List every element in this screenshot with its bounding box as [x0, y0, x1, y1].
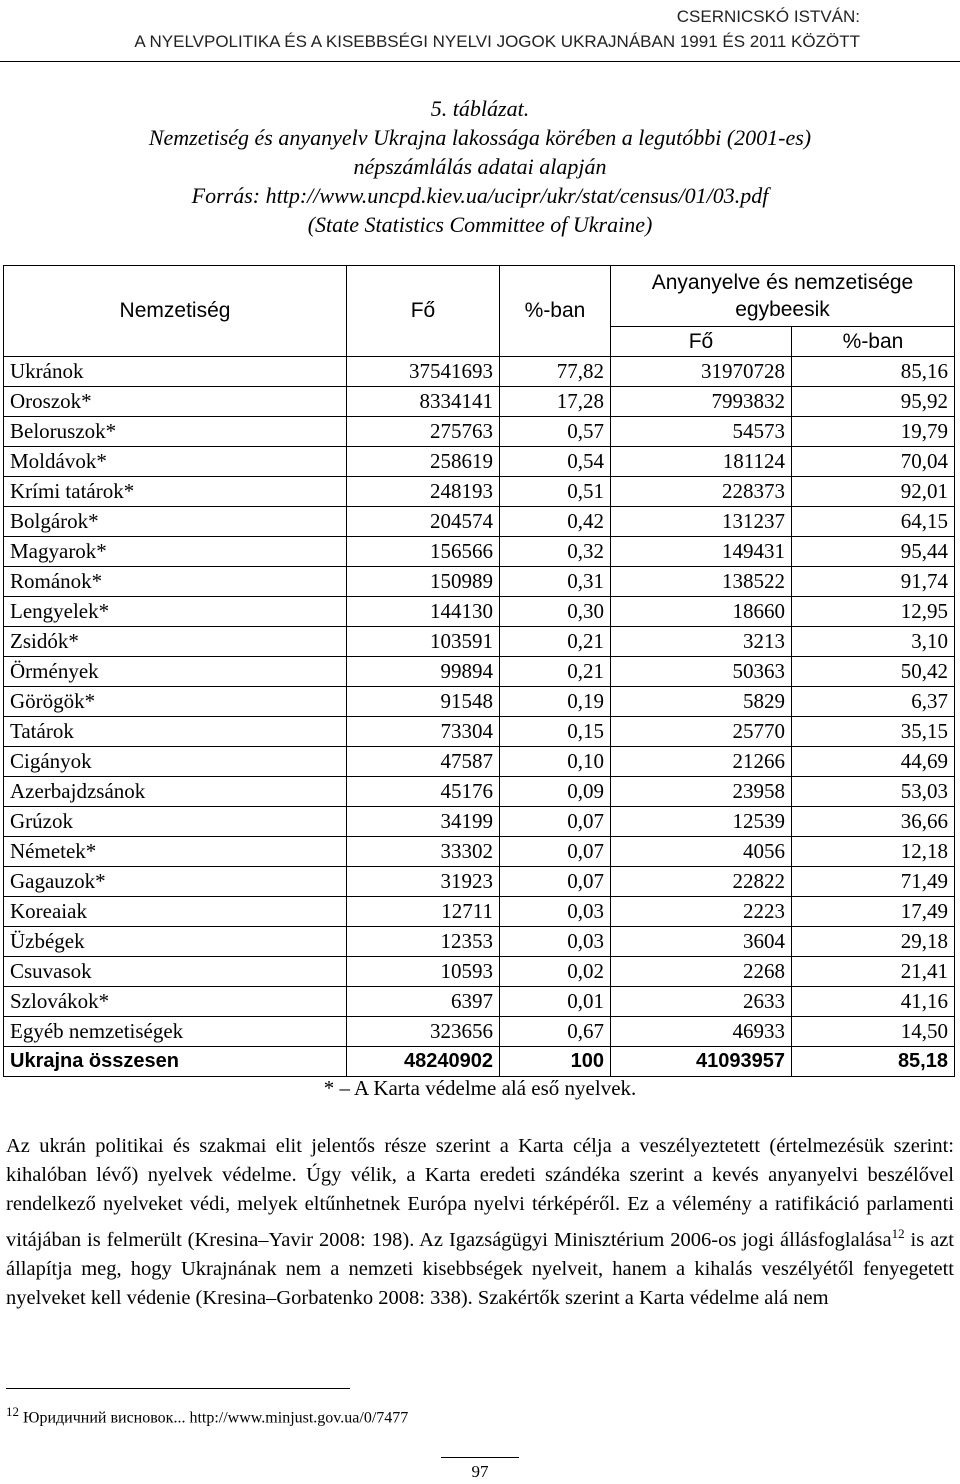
- nationality-cell: Csuvasok: [4, 957, 347, 987]
- matching-percent-cell: 92,01: [792, 477, 955, 507]
- matching-percent-cell: 85,18: [792, 1047, 955, 1077]
- paragraph-text: is azt állapítja meg, hogy Ukrajnának nem a nemzeti kisebbségek nyelveit, hanem a kihalás veszélyétől fenyegetett nyelveket kell védenie (Kresina–Gorbatenko 2008: 338). Szakértők szerint a Karta védelme alá nem: [6, 1228, 954, 1309]
- percent-cell: 0,51: [500, 477, 611, 507]
- count-cell: 34199: [347, 807, 500, 837]
- page-number-rule: [441, 1457, 519, 1458]
- percent-cell: 0,30: [500, 597, 611, 627]
- table-row: [4, 957, 955, 987]
- percent-cell: 0,09: [500, 777, 611, 807]
- matching-percent-cell: 50,42: [792, 657, 955, 687]
- matching-count-cell: 50363: [611, 657, 792, 687]
- table-row: [4, 447, 955, 477]
- caption-line: (State Statistics Committee of Ukraine): [307, 212, 653, 237]
- count-cell: 31923: [347, 867, 500, 897]
- matching-percent-cell: 3,10: [792, 627, 955, 657]
- table-total-row: [4, 1047, 955, 1077]
- subheader-count: Fő: [611, 327, 792, 357]
- footnote-reference: 12: [891, 1226, 905, 1241]
- nationality-cell: Grúzok: [4, 807, 347, 837]
- matching-percent-cell: 21,41: [792, 957, 955, 987]
- count-cell: 144130: [347, 597, 500, 627]
- footnote-text: Юридичний висновок... http://www.minjust.gov.ua/0/7477: [23, 1409, 409, 1427]
- percent-cell: 0,19: [500, 687, 611, 717]
- nationality-cell: Románok*: [4, 567, 347, 597]
- count-cell: 275763: [347, 417, 500, 447]
- matching-count-cell: 12539: [611, 807, 792, 837]
- caption-line: Forrás: http://www.uncpd.kiev.ua/ucipr/ukr/stat/census/01/03.pdf: [191, 183, 769, 208]
- nationality-cell: Ukrajna összesen: [4, 1047, 347, 1077]
- header-rule: [0, 61, 960, 62]
- matching-count-cell: 2633: [611, 987, 792, 1017]
- subheader-percent: %-ban: [792, 327, 955, 357]
- matching-count-cell: 7993832: [611, 387, 792, 417]
- matching-count-cell: 5829: [611, 687, 792, 717]
- table-row: [4, 987, 955, 1017]
- footnote-number: 12: [6, 1404, 19, 1419]
- nationality-cell: Ukránok: [4, 357, 347, 387]
- nationality-cell: Szlovákok*: [4, 987, 347, 1017]
- matching-percent-cell: 6,37: [792, 687, 955, 717]
- nationality-cell: Koreaiak: [4, 897, 347, 927]
- header-book-title: A NYELVPOLITIKA ÉS A KISEBBSÉGI NYELVI JOGOK UKRAJNÁBAN 1991 ÉS 2011 KÖZÖTT: [134, 32, 860, 51]
- matching-count-cell: 138522: [611, 567, 792, 597]
- header-group: Anyanyelve és nemzetisége egybeesik: [611, 266, 955, 327]
- nationality-cell: Gagauzok*: [4, 867, 347, 897]
- header-nationality: Nemzetiség: [4, 266, 347, 357]
- nationality-cell: Magyarok*: [4, 537, 347, 567]
- count-cell: 47587: [347, 747, 500, 777]
- table-row: [4, 537, 955, 567]
- percent-cell: 0,03: [500, 897, 611, 927]
- table-row: [4, 627, 955, 657]
- count-cell: 156566: [347, 537, 500, 567]
- nationality-cell: Bolgárok*: [4, 507, 347, 537]
- count-cell: 99894: [347, 657, 500, 687]
- percent-cell: 0,03: [500, 927, 611, 957]
- matching-percent-cell: 12,95: [792, 597, 955, 627]
- matching-count-cell: 228373: [611, 477, 792, 507]
- count-cell: 12711: [347, 897, 500, 927]
- nationality-cell: Moldávok*: [4, 447, 347, 477]
- footnote-rule: [6, 1388, 350, 1389]
- matching-count-cell: 21266: [611, 747, 792, 777]
- percent-cell: 0,31: [500, 567, 611, 597]
- nationality-cell: Beloruszok*: [4, 417, 347, 447]
- table-row: [4, 687, 955, 717]
- percent-cell: 0,21: [500, 627, 611, 657]
- nationality-cell: Oroszok*: [4, 387, 347, 417]
- matching-count-cell: 2223: [611, 897, 792, 927]
- percent-cell: 77,82: [500, 357, 611, 387]
- count-cell: 103591: [347, 627, 500, 657]
- count-cell: 12353: [347, 927, 500, 957]
- table-body: [4, 357, 955, 1077]
- matching-count-cell: 3213: [611, 627, 792, 657]
- matching-percent-cell: 53,03: [792, 777, 955, 807]
- caption-line: Nemzetiség és anyanyelv Ukrajna lakossága körében a legutóbbi (2001-es): [148, 125, 812, 150]
- matching-count-cell: 131237: [611, 507, 792, 537]
- matching-percent-cell: 95,92: [792, 387, 955, 417]
- table-row: [4, 417, 955, 447]
- percent-cell: 0,42: [500, 507, 611, 537]
- census-table: [3, 265, 955, 1077]
- matching-percent-cell: 29,18: [792, 927, 955, 957]
- nationality-cell: Németek*: [4, 837, 347, 867]
- count-cell: 8334141: [347, 387, 500, 417]
- nationality-cell: Örmények: [4, 657, 347, 687]
- percent-cell: 0,21: [500, 657, 611, 687]
- matching-count-cell: 22822: [611, 867, 792, 897]
- header-percent: %-ban: [500, 266, 611, 357]
- matching-percent-cell: 64,15: [792, 507, 955, 537]
- page-number: 97: [471, 1462, 489, 1481]
- body-paragraph: [6, 1132, 954, 1313]
- count-cell: 258619: [347, 447, 500, 477]
- table-row: [4, 867, 955, 897]
- percent-cell: 0,15: [500, 717, 611, 747]
- table-row: [4, 1017, 955, 1047]
- table-row: [4, 657, 955, 687]
- percent-cell: 100: [500, 1047, 611, 1077]
- table-row: [4, 927, 955, 957]
- nationality-cell: Üzbégek: [4, 927, 347, 957]
- count-cell: 248193: [347, 477, 500, 507]
- count-cell: 91548: [347, 687, 500, 717]
- nationality-cell: Azerbajdzsánok: [4, 777, 347, 807]
- matching-count-cell: 25770: [611, 717, 792, 747]
- table-row: [4, 897, 955, 927]
- matching-percent-cell: 71,49: [792, 867, 955, 897]
- matching-percent-cell: 95,44: [792, 537, 955, 567]
- matching-percent-cell: 14,50: [792, 1017, 955, 1047]
- nationality-cell: Tatárok: [4, 717, 347, 747]
- matching-percent-cell: 19,79: [792, 417, 955, 447]
- matching-count-cell: 18660: [611, 597, 792, 627]
- matching-count-cell: 46933: [611, 1017, 792, 1047]
- paragraph-text: Az ukrán politikai és szakmai elit jelentős része szerint a Karta célja a veszélyeztetett (értelmezésük szerint: kihalóban lévő) nyelvek védelme. Úgy vélik, a Karta eredeti szándéka szerint a kevés anyanyelvi beszélővel rendelkező nyelveket védi, melyek eltűnhetnek Európa nyelvi térképéről. Ez a vélemény a ratifikáció parlamenti vitájában is felmerült (Kresina–Yavir 2008: 198). Az Igazságügyi Minisztérium 2006-os jogi állásfoglalása: [6, 1135, 954, 1251]
- matching-count-cell: 41093957: [611, 1047, 792, 1077]
- percent-cell: 17,28: [500, 387, 611, 417]
- header-count: Fő: [347, 266, 500, 357]
- nationality-cell: Cigányok: [4, 747, 347, 777]
- nationality-cell: Zsidók*: [4, 627, 347, 657]
- percent-cell: 0,67: [500, 1017, 611, 1047]
- count-cell: 37541693: [347, 357, 500, 387]
- matching-count-cell: 3604: [611, 927, 792, 957]
- matching-percent-cell: 17,49: [792, 897, 955, 927]
- table-row: [4, 747, 955, 777]
- count-cell: 73304: [347, 717, 500, 747]
- percent-cell: 0,02: [500, 957, 611, 987]
- table-row: [4, 387, 955, 417]
- matching-percent-cell: 35,15: [792, 717, 955, 747]
- count-cell: 6397: [347, 987, 500, 1017]
- table-row: [4, 477, 955, 507]
- table-row: [4, 567, 955, 597]
- count-cell: 10593: [347, 957, 500, 987]
- matching-percent-cell: 44,69: [792, 747, 955, 777]
- header-author: CSERNICSKÓ ISTVÁN:: [676, 7, 860, 26]
- table-row: [4, 717, 955, 747]
- count-cell: 48240902: [347, 1047, 500, 1077]
- count-cell: 45176: [347, 777, 500, 807]
- nationality-cell: Krími tatárok*: [4, 477, 347, 507]
- percent-cell: 0,10: [500, 747, 611, 777]
- percent-cell: 0,07: [500, 867, 611, 897]
- matching-percent-cell: 41,16: [792, 987, 955, 1017]
- matching-count-cell: 2268: [611, 957, 792, 987]
- count-cell: 150989: [347, 567, 500, 597]
- matching-count-cell: 23958: [611, 777, 792, 807]
- percent-cell: 0,32: [500, 537, 611, 567]
- percent-cell: 0,57: [500, 417, 611, 447]
- percent-cell: 0,54: [500, 447, 611, 477]
- count-cell: 323656: [347, 1017, 500, 1047]
- table-row: [4, 597, 955, 627]
- table-row: [4, 807, 955, 837]
- percent-cell: 0,07: [500, 837, 611, 867]
- matching-count-cell: 31970728: [611, 357, 792, 387]
- table-row: [4, 837, 955, 867]
- footnote: [6, 1404, 408, 1427]
- caption-line: népszámlálás adatai alapján: [353, 154, 607, 179]
- caption-line: 5. táblázat.: [430, 96, 530, 121]
- percent-cell: 0,01: [500, 987, 611, 1017]
- percent-cell: 0,07: [500, 807, 611, 837]
- count-cell: 204574: [347, 507, 500, 537]
- nationality-cell: Görögök*: [4, 687, 347, 717]
- matching-count-cell: 149431: [611, 537, 792, 567]
- matching-count-cell: 4056: [611, 837, 792, 867]
- nationality-cell: Egyéb nemzetiségek: [4, 1017, 347, 1047]
- table-row: [4, 777, 955, 807]
- nationality-cell: Lengyelek*: [4, 597, 347, 627]
- table-note: * – A Karta védelme alá eső nyelvek.: [323, 1076, 637, 1100]
- table-row: [4, 357, 955, 387]
- table-caption: [0, 94, 960, 239]
- matching-count-cell: 54573: [611, 417, 792, 447]
- matching-percent-cell: 91,74: [792, 567, 955, 597]
- matching-count-cell: 181124: [611, 447, 792, 477]
- matching-percent-cell: 70,04: [792, 447, 955, 477]
- table-row: [4, 507, 955, 537]
- matching-percent-cell: 85,16: [792, 357, 955, 387]
- matching-percent-cell: 12,18: [792, 837, 955, 867]
- matching-percent-cell: 36,66: [792, 807, 955, 837]
- running-header: [0, 0, 960, 54]
- count-cell: 33302: [347, 837, 500, 867]
